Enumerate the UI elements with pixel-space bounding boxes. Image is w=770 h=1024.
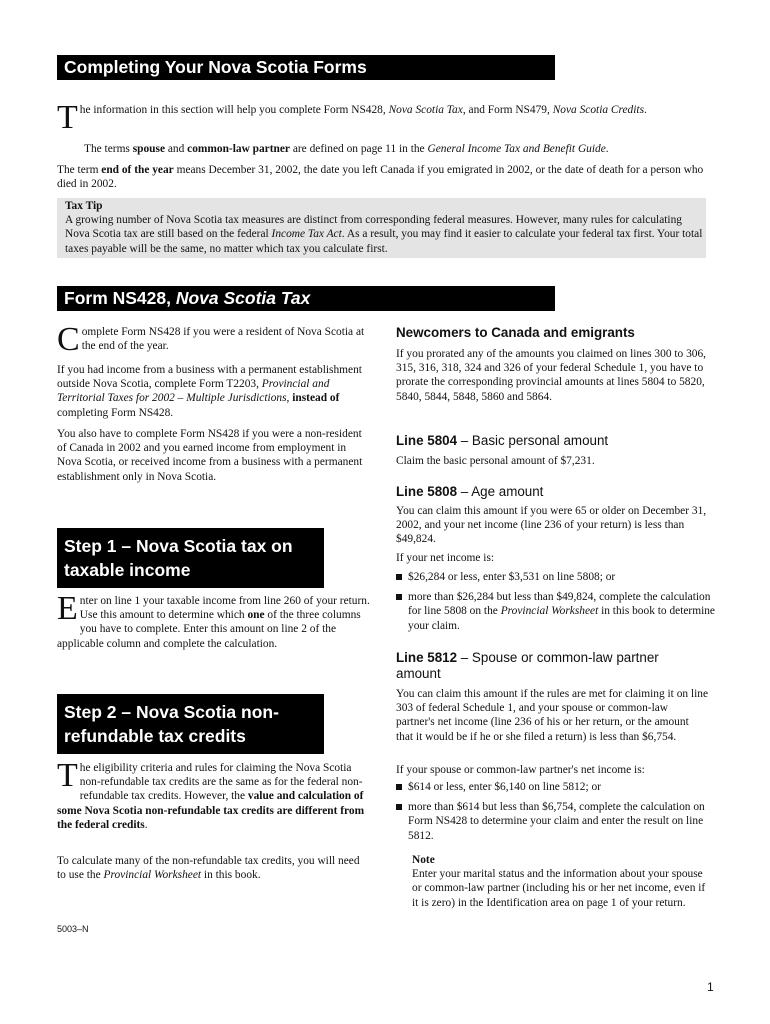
list-item: $26,284 or less, enter $3,531 on line 5808; or xyxy=(396,570,716,584)
ns428-residency-paragraph: C omplete Form NS428 if you were a resident of Nova Scotia at the end of the year. xyxy=(57,321,365,358)
step2-title: Step 2 – Nova Scotia non-refundable tax credits xyxy=(57,694,324,754)
ns428-dropcap: C xyxy=(57,321,80,358)
list-item: $614 or less, enter $6,140 on line 5812; or xyxy=(396,780,708,794)
list-item: more than $614 but less than $6,754, complete the calculation on Form NS428 to determine your claim and enter the result on line 5812. xyxy=(396,800,708,843)
note-text: Enter your marital status and the information about your spouse or common-law partner (including his or her net income, even if it is zero) in the Identification area on page 1 of your return. xyxy=(412,868,706,909)
worksheet-paragraph: To calculate many of the non-refundable tax credits, you will need to use the Provincial Worksheet in this book. xyxy=(57,855,360,882)
terms-paragraph: The terms spouse and common-law partner are defined on page 11 in the General Income Tax and Benefit Guide. xyxy=(84,143,609,155)
year-end-paragraph: The term end of the year means December 31, 2002, the date you left Canada if you emigrated in 2002, or the date of death for a person who died in 2002. xyxy=(57,164,704,191)
step2-dropcap: T xyxy=(57,757,78,794)
line-5804-paragraph: Claim the basic personal amount of $7,231. xyxy=(396,455,595,467)
step1-dropcap: E xyxy=(57,590,78,627)
business-paragraph: If you had income from a business with a permanent establishment outside Nova Scotia, complete Form T2203, Provincial and Territorial Taxes for 2002 – Multiple Jurisdictions, instead of completing Form NS428. xyxy=(57,364,362,419)
line-5812-list xyxy=(396,780,708,846)
form-code: 5003–N xyxy=(57,924,89,934)
step1-title: Step 1 – Nova Scotia tax on taxable income xyxy=(57,528,324,588)
step2-paragraph: T he eligibility criteria and rules for claiming the Nova Scotia non-refundable tax credits are the same as for the federal non-refundable tax credits. However, the value and calculation of some Nova Scotia non-refundable tax credits are different from the federal credits. xyxy=(57,757,365,831)
note-box xyxy=(412,853,712,910)
page-number: 1 xyxy=(707,980,714,994)
intro-paragraph: T he information in this section will help you complete Form NS428, Nova Scotia Tax, and Form NS479, Nova Scotia Credits. xyxy=(57,99,647,136)
intro-dropcap: T xyxy=(57,99,78,136)
newcomers-paragraph: If you prorated any of the amounts you claimed on lines 300 to 306, 315, 316, 318, 324 and 326 of your federal Schedule 1, you have to prorate the corresponding provincial amounts at lines 5804 to 5820, 5840, 5844, 5848, 5860 and 5864. xyxy=(396,348,707,403)
line-5808-lead: If your net income is: xyxy=(396,552,495,564)
note-label: Note xyxy=(412,854,435,866)
step1-paragraph: E nter on line 1 your taxable income from line 260 of your return. Use this amount to determine which one of the three columns you have to complete. Enter this amount on line 2 of the applicable column and complete the calculation. xyxy=(57,590,370,650)
newcomers-heading: Newcomers to Canada and emigrants xyxy=(396,325,635,340)
line-5812-heading: Line 5812 – Spouse or common-law partner amount xyxy=(396,650,659,681)
section-title-completing-forms: Completing Your Nova Scotia Forms xyxy=(57,55,555,80)
non-resident-paragraph: You also have to complete Form NS428 if you were a non-resident of Canada in 2002 and you earned income from employment in Nova Scotia, or received income from a business with a permanent establishment only in Nova Scotia. xyxy=(57,428,363,483)
line-5808-list xyxy=(396,570,716,636)
list-item: more than $26,284 but less than $49,824, complete the calculation for line 5808 on the Provincial Worksheet in this book to determine your claim. xyxy=(396,590,716,633)
line-5804-heading: Line 5804 – Basic personal amount xyxy=(396,433,609,448)
tax-tip-label: Tax Tip xyxy=(65,200,103,212)
line-5812-lead: If your spouse or common-law partner's net income is: xyxy=(396,764,645,776)
line-5808-paragraph: You can claim this amount if you were 65 or older on December 31, 2002, and your net income (line 236 of your return) is less than $49,824. xyxy=(396,505,707,546)
line-5812-paragraph: You can claim this amount if the rules are met for claiming it on line 303 of federal Schedule 1, and your spouse or common-law partner's net income (line 236 of his or her return, or the amount that it would be if he or she filed a return) is less than $6,754. xyxy=(396,688,709,743)
line-5808-heading: Line 5808 – Age amount xyxy=(396,484,544,499)
section-title-form-ns428: Form NS428, Nova Scotia Tax xyxy=(57,286,555,311)
tax-tip-text: A growing number of Nova Scotia tax measures are distinct from corresponding federal measures. However, many rules for calculating Nova Scotia tax are still based on the federal Income Tax Act. As a result, you may find it easier to calculate your federal tax first. Your total taxes payable will be the same, no matter which tax you calculate first. xyxy=(65,214,703,255)
tax-tip-box xyxy=(57,198,706,258)
